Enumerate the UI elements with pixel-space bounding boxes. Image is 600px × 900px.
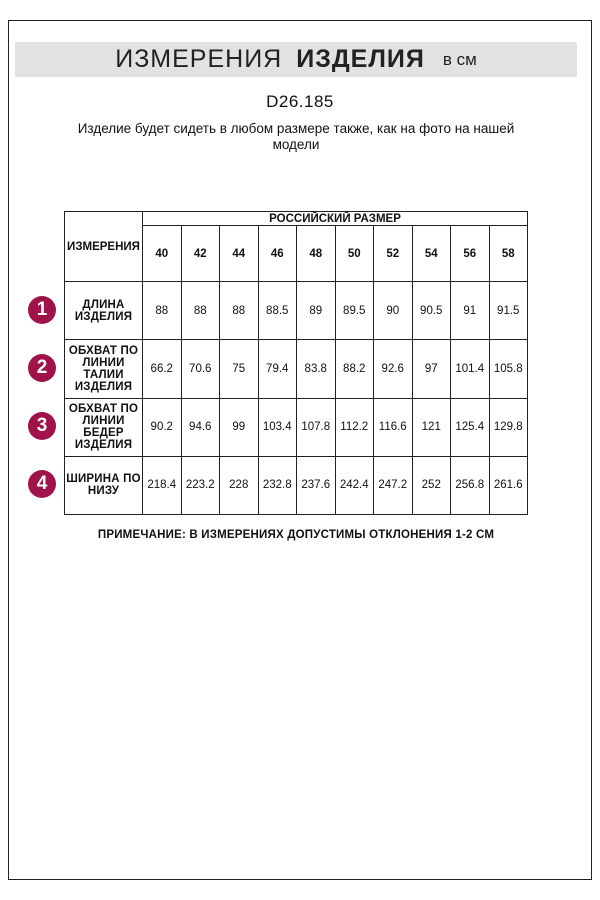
row-number-badge: 3 — [28, 412, 56, 440]
measurement-value-cell: 223.2 — [181, 456, 220, 514]
measurement-label: ОБХВАТ ПО ЛИНИИ ТАЛИИ ИЗДЕЛИЯ — [65, 340, 143, 398]
size-group-header: РОССИЙСКИЙ РАЗМЕР — [143, 212, 528, 226]
size-header-cell: 56 — [451, 226, 490, 282]
size-header-cell: 50 — [335, 226, 374, 282]
measurement-value-cell: 97 — [412, 340, 451, 398]
row-number-badge: 2 — [28, 354, 56, 382]
fit-note: Изделие будет сидеть в любом размере также, как на фото на нашей модели — [77, 121, 515, 152]
measurement-value-cell: 116.6 — [374, 398, 413, 456]
measurement-value-cell: 247.2 — [374, 456, 413, 514]
measurement-label: ДЛИНА ИЗДЕЛИЯ — [65, 282, 143, 340]
tolerance-note: ПРИМЕЧАНИЕ: В ИЗМЕРЕНИЯХ ДОПУСТИМЫ ОТКЛОНЕНИЯ 1-2 СМ — [97, 529, 495, 541]
measurement-value-cell: 112.2 — [335, 398, 374, 456]
size-header-cell: 44 — [220, 226, 259, 282]
table-header-row — [65, 212, 528, 226]
title-part-product: ИЗДЕЛИЯ — [296, 45, 425, 73]
measurement-label: ШИРИНА ПО НИЗУ — [65, 456, 143, 514]
measurement-value-cell: 88 — [143, 282, 182, 340]
measurement-value-cell: 99 — [220, 398, 259, 456]
measurement-value-cell: 90.5 — [412, 282, 451, 340]
title-part-unit: в см — [442, 49, 477, 69]
measurement-value-cell: 88 — [220, 282, 259, 340]
measurement-value-cell: 92.6 — [374, 340, 413, 398]
measurement-value-cell: 105.8 — [489, 340, 528, 398]
measurement-value-cell: 75 — [220, 340, 259, 398]
measurement-label: ОБХВАТ ПО ЛИНИИ БЕДЕР ИЗДЕЛИЯ — [65, 398, 143, 456]
size-header-cell: 46 — [258, 226, 297, 282]
measure-column-header: ИЗМЕРЕНИЯ — [65, 212, 143, 282]
measurement-value-cell: 125.4 — [451, 398, 490, 456]
measurement-value-cell: 129.8 — [489, 398, 528, 456]
measurement-value-cell: 79.4 — [258, 340, 297, 398]
size-header-cell: 40 — [143, 226, 182, 282]
size-table — [64, 211, 528, 515]
measurement-value-cell: 90.2 — [143, 398, 182, 456]
measurement-value-cell: 66.2 — [143, 340, 182, 398]
size-header-cell: 58 — [489, 226, 528, 282]
measurement-value-cell: 70.6 — [181, 340, 220, 398]
table-row — [65, 340, 528, 398]
table-row — [65, 456, 528, 514]
measurement-value-cell: 83.8 — [297, 340, 336, 398]
measurement-value-cell: 88 — [181, 282, 220, 340]
measurement-value-cell: 103.4 — [258, 398, 297, 456]
measurement-value-cell: 121 — [412, 398, 451, 456]
table-row — [65, 398, 528, 456]
table-row — [65, 282, 528, 340]
title-part-measurements: ИЗМЕРЕНИЯ — [115, 45, 283, 73]
size-header-cell: 52 — [374, 226, 413, 282]
measurement-value-cell: 261.6 — [489, 456, 528, 514]
size-header-cell: 48 — [297, 226, 336, 282]
measurement-value-cell: 107.8 — [297, 398, 336, 456]
measurement-value-cell: 232.8 — [258, 456, 297, 514]
measurement-value-cell: 94.6 — [181, 398, 220, 456]
measurement-value-cell: 242.4 — [335, 456, 374, 514]
measurement-value-cell: 91 — [451, 282, 490, 340]
measurement-value-cell: 101.4 — [451, 340, 490, 398]
measurement-value-cell: 228 — [220, 456, 259, 514]
measurement-value-cell: 88.2 — [335, 340, 374, 398]
measurement-value-cell: 252 — [412, 456, 451, 514]
measurement-value-cell: 90 — [374, 282, 413, 340]
measurement-value-cell: 256.8 — [451, 456, 490, 514]
row-number-badge: 4 — [28, 470, 56, 498]
title-bar — [15, 42, 577, 77]
measurement-value-cell: 237.6 — [297, 456, 336, 514]
size-header-cell: 42 — [181, 226, 220, 282]
measurement-value-cell: 218.4 — [143, 456, 182, 514]
measurement-value-cell: 89 — [297, 282, 336, 340]
product-code: D26.185 — [266, 92, 334, 111]
measurement-value-cell: 88.5 — [258, 282, 297, 340]
measurement-value-cell: 91.5 — [489, 282, 528, 340]
row-number-badge: 1 — [28, 296, 56, 324]
measurement-value-cell: 89.5 — [335, 282, 374, 340]
size-header-cell: 54 — [412, 226, 451, 282]
